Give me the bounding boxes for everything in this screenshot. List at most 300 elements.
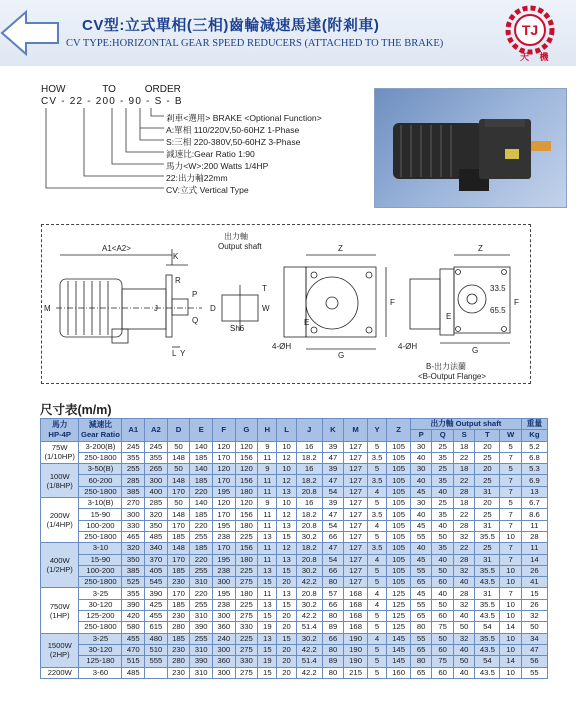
dimension-cell: 127 — [344, 452, 368, 463]
dimension-cell: 330 — [235, 622, 258, 633]
dimension-cell: 5 — [500, 441, 522, 452]
dimension-cell: 42.2 — [296, 577, 322, 588]
ratio-cell: 125-200 — [79, 611, 122, 622]
dimension-cell: 80 — [410, 656, 432, 667]
header-banner — [0, 0, 576, 66]
dimension-cell: 238 — [212, 565, 235, 576]
dimension-cell: 25 — [475, 509, 500, 520]
dimension-cell: 156 — [235, 452, 258, 463]
dimension-cell: 14 — [500, 656, 522, 667]
power-watts: 2200W — [47, 668, 72, 678]
table-row — [41, 656, 548, 667]
dimension-cell: 32 — [453, 633, 475, 644]
label-dim-335: 33.5 — [490, 284, 506, 293]
dimension-cell: 30.2 — [296, 633, 322, 644]
dimension-cell: 54 — [322, 554, 344, 565]
table-row — [41, 622, 548, 633]
dimension-cell: 340 — [145, 543, 168, 554]
header-weight-kg: Kg — [521, 430, 547, 441]
dimension-cell: 40 — [432, 554, 454, 565]
dimension-cell: 10 — [500, 599, 522, 610]
header-z: Z — [387, 419, 411, 442]
dimension-cell: 45 — [410, 588, 432, 599]
dimension-cell: 15 — [277, 531, 296, 542]
dimension-cell: 55 — [521, 667, 547, 678]
dimension-cell: 127 — [344, 520, 368, 531]
dimension-cell: 170 — [167, 588, 190, 599]
ratio-cell: 250-1800 — [79, 622, 122, 633]
dimension-cell: 8.6 — [521, 509, 547, 520]
dimension-cell: 75 — [432, 622, 454, 633]
table-row — [41, 599, 548, 610]
dimension-cell: 4 — [367, 486, 386, 497]
dimension-cell: 220 — [190, 554, 213, 565]
dimension-cell: 6.8 — [521, 452, 547, 463]
dimension-cell: 4 — [367, 520, 386, 531]
dimension-cell: 60 — [432, 577, 454, 588]
table-row — [41, 577, 548, 588]
dimension-cell: 31 — [475, 486, 500, 497]
table-row — [41, 509, 548, 520]
label-z2: Z — [478, 244, 483, 253]
dimension-cell: 13 — [258, 599, 277, 610]
logo-mark: TJ — [521, 22, 539, 38]
power-hp: (1/10HP) — [44, 452, 75, 462]
power-watts: 200W — [49, 511, 70, 521]
dimension-cell: 470 — [122, 644, 145, 655]
dimension-cell: 18.2 — [296, 543, 322, 554]
label-dim-655: 65.5 — [490, 306, 506, 315]
dimension-cell: 40 — [453, 667, 475, 678]
dimension-cell: 360 — [212, 656, 235, 667]
ratio-cell: 100-200 — [79, 565, 122, 576]
dimension-cell: 5 — [367, 644, 386, 655]
dimension-cell: 170 — [212, 543, 235, 554]
dimension-cell: 275 — [235, 644, 258, 655]
dimension-cell: 14 — [521, 554, 547, 565]
table-row — [41, 531, 548, 542]
dimension-cell: 7 — [500, 452, 522, 463]
dimension-cell: 54 — [475, 656, 500, 667]
dimension-cell: 28 — [453, 588, 475, 599]
header-p: P — [410, 430, 432, 441]
dimension-cell: 225 — [235, 565, 258, 576]
table-row — [41, 554, 548, 565]
label-w: W — [262, 304, 270, 313]
dimension-cell: 13 — [277, 554, 296, 565]
dimension-cell: 7 — [500, 554, 522, 565]
dimension-cell: 105 — [387, 565, 411, 576]
dimension-cell: 230 — [167, 577, 190, 588]
dimension-cell: 170 — [212, 452, 235, 463]
dimension-cell: 170 — [212, 475, 235, 486]
dimension-cell: 31 — [475, 588, 500, 599]
dimension-cell: 40 — [453, 644, 475, 655]
dimension-cell: 5 — [367, 441, 386, 452]
dimension-cell: 127 — [344, 577, 368, 588]
dimension-cell: 7 — [500, 509, 522, 520]
dimension-cell: 180 — [235, 520, 258, 531]
dimension-cell: 18 — [453, 464, 475, 475]
dimension-cell: 300 — [212, 644, 235, 655]
dimension-cell: 11 — [258, 554, 277, 565]
dimension-cell: 25 — [475, 543, 500, 554]
dimension-cell: 45 — [410, 486, 432, 497]
dimension-cell: 5.3 — [521, 464, 547, 475]
dimension-cell: 22 — [453, 452, 475, 463]
dimension-cell: 15 — [277, 599, 296, 610]
dimension-cell: 41 — [521, 577, 547, 588]
dimension-cell: 275 — [235, 577, 258, 588]
dimension-cell: 465 — [122, 531, 145, 542]
dimension-cell: 50 — [167, 441, 190, 452]
dimension-cell: 195 — [212, 520, 235, 531]
dimension-cell: 225 — [235, 531, 258, 542]
to-label: TO — [102, 84, 116, 95]
dimension-cell: 285 — [145, 498, 168, 509]
dimension-cell: 300 — [145, 475, 168, 486]
dimension-cell: 11 — [258, 486, 277, 497]
dimension-cell: 120 — [235, 498, 258, 509]
dimension-cell: 370 — [145, 554, 168, 565]
dimension-cell: 310 — [190, 644, 213, 655]
dimension-cell: 89 — [322, 656, 344, 667]
dimension-cell: 120 — [235, 464, 258, 475]
header-s: S — [453, 430, 475, 441]
dimension-cell: 18 — [453, 498, 475, 509]
dimension-cell: 89 — [322, 622, 344, 633]
ratio-cell: 3-60 — [79, 667, 122, 678]
dimension-cell: 168 — [344, 622, 368, 633]
dimension-cell: 185 — [167, 633, 190, 644]
dimension-cell: 66 — [322, 599, 344, 610]
back-arrow-icon — [0, 8, 60, 58]
dimension-cell: 11 — [258, 509, 277, 520]
dimension-cell: 390 — [145, 588, 168, 599]
label-a1a2: A1<A2> — [102, 244, 131, 253]
dimension-cell: 148 — [167, 509, 190, 520]
dimension-cell: 390 — [190, 622, 213, 633]
header-j: J — [296, 419, 322, 442]
ratio-cell: 30-120 — [79, 599, 122, 610]
dimension-cell: 13 — [277, 588, 296, 599]
dimension-cell: 15 — [258, 667, 277, 678]
dimension-cell: 275 — [235, 611, 258, 622]
header-power: 馬力 HP-4P — [41, 419, 79, 442]
label-q: Q — [192, 316, 199, 325]
dimension-cell: 20.8 — [296, 588, 322, 599]
dimension-cell: 3.5 — [367, 509, 386, 520]
dimension-cell: 515 — [122, 656, 145, 667]
dimension-cell: 105 — [387, 531, 411, 542]
dimension-cell: 65 — [410, 611, 432, 622]
dimension-cell: 18.2 — [296, 452, 322, 463]
dimension-cell: 7 — [500, 588, 522, 599]
dimension-cell: 105 — [387, 452, 411, 463]
dimension-cell: 195 — [212, 486, 235, 497]
dimension-cell: 43.5 — [475, 611, 500, 622]
dimension-cell: 145 — [387, 656, 411, 667]
dimension-cell: 330 — [122, 520, 145, 531]
dimension-cell: 32 — [453, 599, 475, 610]
power-hp: (1/8HP) — [46, 480, 73, 490]
dimension-cell: 50 — [432, 599, 454, 610]
dimension-cell: 15 — [521, 588, 547, 599]
dimension-cell: 40 — [410, 509, 432, 520]
dimension-cell: 35.5 — [475, 531, 500, 542]
dimension-cell: 615 — [145, 622, 168, 633]
dimension-cell: 125 — [387, 622, 411, 633]
dimension-cell: 168 — [344, 611, 368, 622]
dimension-cell: 10 — [277, 441, 296, 452]
dimension-cell: 35 — [432, 452, 454, 463]
dimension-cell: 47 — [322, 543, 344, 554]
ratio-cell: 125-180 — [79, 656, 122, 667]
power-hp: (1/2HP) — [46, 565, 73, 575]
power-cell — [41, 441, 79, 464]
table-row — [41, 611, 548, 622]
dimension-cell: 105 — [387, 475, 411, 486]
dimension-cell: 480 — [145, 633, 168, 644]
dimension-cell: 555 — [145, 656, 168, 667]
dimension-cell: 255 — [122, 464, 145, 475]
ratio-cell: 250-1800 — [79, 486, 122, 497]
dimension-cell: 105 — [387, 486, 411, 497]
dimension-cell: 230 — [167, 611, 190, 622]
dimension-cell: 310 — [190, 577, 213, 588]
dimension-cell: 75 — [432, 656, 454, 667]
dimension-cell: 140 — [190, 498, 213, 509]
dimension-cell: 66 — [322, 531, 344, 542]
label-j: J — [154, 304, 158, 313]
dimension-cell: 15 — [258, 611, 277, 622]
dimension-cell: 10 — [277, 464, 296, 475]
dimension-cell: 13 — [277, 520, 296, 531]
dimension-cell: 13 — [277, 486, 296, 497]
dimension-cell: 185 — [167, 531, 190, 542]
dimension-cell: 7 — [500, 486, 522, 497]
dimension-cell: 127 — [344, 565, 368, 576]
power-watts: 100W — [49, 471, 70, 481]
b-flange-en: <B-Output Flange> — [418, 372, 487, 381]
dimension-cell: 80 — [322, 611, 344, 622]
dimension-cell: 14 — [500, 622, 522, 633]
dimension-cell: 35.5 — [475, 565, 500, 576]
dimension-cell: 280 — [167, 656, 190, 667]
table-row — [41, 565, 548, 576]
ratio-cell: 3-200(B) — [79, 441, 122, 452]
dimension-cell: 127 — [344, 498, 368, 509]
dimension-cell: 66 — [322, 633, 344, 644]
dimension-cell: 80 — [410, 622, 432, 633]
dimension-cell: 22 — [453, 475, 475, 486]
dimension-cell: 11 — [521, 520, 547, 531]
dimension-cell: 20 — [475, 464, 500, 475]
power-cell — [41, 498, 79, 543]
label-t: T — [262, 284, 267, 293]
header-f: F — [212, 419, 235, 442]
dimension-cell: 485 — [122, 667, 145, 678]
dimension-cell: 55 — [410, 565, 432, 576]
order-item-3phase: S:三相 220-380V,50-60HZ 3-Phase — [166, 137, 301, 147]
dimension-cell: 5 — [367, 622, 386, 633]
dimension-cell: 400 — [145, 486, 168, 497]
dimension-cell: 28 — [453, 554, 475, 565]
dimension-cell: 185 — [190, 509, 213, 520]
dimension-cell: 105 — [387, 498, 411, 509]
dimension-cell: 20.8 — [296, 554, 322, 565]
dimension-cell: 65 — [410, 644, 432, 655]
dimension-cell — [145, 667, 168, 678]
dimension-cell: 65 — [410, 577, 432, 588]
table-row — [41, 475, 548, 486]
dimension-cell: 9 — [258, 498, 277, 509]
order-item-shaft: 22:出力軸22mm — [166, 173, 228, 183]
header-l: L — [277, 419, 296, 442]
dimension-cell: 180 — [235, 554, 258, 565]
dimension-cell: 215 — [344, 667, 368, 678]
dimension-cell: 55 — [410, 633, 432, 644]
dimension-cell: 420 — [122, 611, 145, 622]
dimension-cell: 255 — [190, 531, 213, 542]
dimension-cell: 40 — [432, 486, 454, 497]
dimension-cell: 40 — [453, 611, 475, 622]
dimension-cell: 185 — [167, 565, 190, 576]
dimension-cell: 39 — [322, 441, 344, 452]
dimension-cell: 30.2 — [296, 565, 322, 576]
dimension-cell: 40 — [410, 543, 432, 554]
dimension-cell: 4 — [367, 633, 386, 644]
dimension-cell: 425 — [145, 599, 168, 610]
dimension-cell: 45 — [410, 520, 432, 531]
dimension-cell: 50 — [432, 565, 454, 576]
dimension-cell: 50 — [453, 622, 475, 633]
dimension-cell: 30.2 — [296, 531, 322, 542]
dimension-cell: 105 — [387, 509, 411, 520]
table-row — [41, 588, 548, 599]
order-item-1phase: A:單相 110/220V,50-60HZ 1-Phase — [166, 125, 300, 135]
dimension-cell: 30 — [410, 441, 432, 452]
ratio-cell: 3-50(B) — [79, 464, 122, 475]
power-cell — [41, 633, 79, 667]
dimension-cell: 127 — [344, 554, 368, 565]
dimension-cell: 185 — [167, 599, 190, 610]
dimension-cell: 66 — [322, 565, 344, 576]
dimension-cell: 545 — [145, 577, 168, 588]
dimension-cell: 13 — [258, 565, 277, 576]
dimension-cell: 47 — [322, 509, 344, 520]
dimension-cell: 22 — [453, 509, 475, 520]
dimension-cell: 140 — [190, 441, 213, 452]
dimension-cell: 40 — [453, 577, 475, 588]
dimension-cell: 32 — [521, 611, 547, 622]
dimension-cell: 225 — [235, 599, 258, 610]
dimension-cell: 195 — [212, 554, 235, 565]
table-row — [41, 633, 548, 644]
dimension-cell: 80 — [322, 667, 344, 678]
order-item-type: CV:立式 Vertical Type — [166, 185, 249, 195]
ratio-cell: 60-200 — [79, 475, 122, 486]
dimension-cell: 39 — [322, 498, 344, 509]
dimension-cell: 185 — [190, 452, 213, 463]
dimension-cell: 238 — [212, 531, 235, 542]
dimension-cell: 45 — [410, 554, 432, 565]
dimension-cell: 25 — [432, 441, 454, 452]
model-code: CV - 22 - 200 - 90 - S - B — [41, 96, 183, 107]
dimension-cell: 7 — [500, 475, 522, 486]
dimension-cell: 15 — [277, 565, 296, 576]
ratio-cell: 3-10(B) — [79, 498, 122, 509]
dimension-cell: 170 — [167, 486, 190, 497]
dimension-drawing — [41, 224, 531, 384]
ratio-cell: 100-200 — [79, 520, 122, 531]
header-m: M — [344, 419, 368, 442]
dimension-cell: 510 — [145, 644, 168, 655]
dimension-cell: 80 — [322, 644, 344, 655]
dimension-cell: 31 — [475, 520, 500, 531]
dimension-cell: 35.5 — [475, 633, 500, 644]
dimension-cell: 180 — [235, 588, 258, 599]
dimension-cell: 32 — [453, 531, 475, 542]
dimension-cell: 320 — [122, 543, 145, 554]
dimension-cell: 5.2 — [521, 441, 547, 452]
page-subtitle: CV TYPE:HORIZONTAL GEAR SPEED REDUCERS (ATTACHED TO THE BRAKE) — [66, 38, 444, 49]
ratio-cell: 15-90 — [79, 554, 122, 565]
dimension-cell: 127 — [344, 475, 368, 486]
power-watts: 75W — [51, 443, 68, 453]
dimension-cell: 42.2 — [296, 644, 322, 655]
dimension-cell: 20 — [277, 644, 296, 655]
dimension-cell: 300 — [122, 509, 145, 520]
dimension-cell: 5 — [367, 577, 386, 588]
dimension-cell: 127 — [344, 486, 368, 497]
dimension-cell: 47 — [521, 644, 547, 655]
dimension-cell: 3.5 — [367, 452, 386, 463]
technical-drawing — [42, 225, 532, 385]
dimension-cell: 15 — [277, 633, 296, 644]
how-label: HOW — [41, 84, 66, 95]
table-row — [41, 464, 548, 475]
dimension-cell: 60 — [432, 667, 454, 678]
dimension-cell: 50 — [167, 498, 190, 509]
dimension-cell: 275 — [235, 667, 258, 678]
dimension-cell: 10 — [500, 633, 522, 644]
dimension-cell: 185 — [190, 543, 213, 554]
dimension-cell: 127 — [344, 441, 368, 452]
dimension-cell: 220 — [190, 520, 213, 531]
table-row — [41, 498, 548, 509]
dimension-cell: 125 — [387, 588, 411, 599]
dimension-cell: 310 — [190, 611, 213, 622]
dimension-cell: 10 — [500, 644, 522, 655]
dimension-cell: 355 — [122, 452, 145, 463]
header-k: K — [322, 419, 344, 442]
dimension-cell: 300 — [212, 611, 235, 622]
dimension-cell: 12 — [277, 509, 296, 520]
dimension-cell: 51.4 — [296, 656, 322, 667]
dimension-cell: 43.5 — [475, 667, 500, 678]
dimension-cell: 185 — [190, 475, 213, 486]
dimension-cell: 280 — [167, 622, 190, 633]
dimension-cell: 127 — [344, 464, 368, 475]
label-p: P — [192, 290, 198, 299]
dimension-cell: 105 — [387, 464, 411, 475]
dimension-cell: 240 — [212, 633, 235, 644]
dimension-cell: 190 — [344, 656, 368, 667]
table-header-row-1 — [41, 419, 548, 430]
dimension-cell: 9 — [258, 464, 277, 475]
dimension-cell: 10 — [500, 611, 522, 622]
